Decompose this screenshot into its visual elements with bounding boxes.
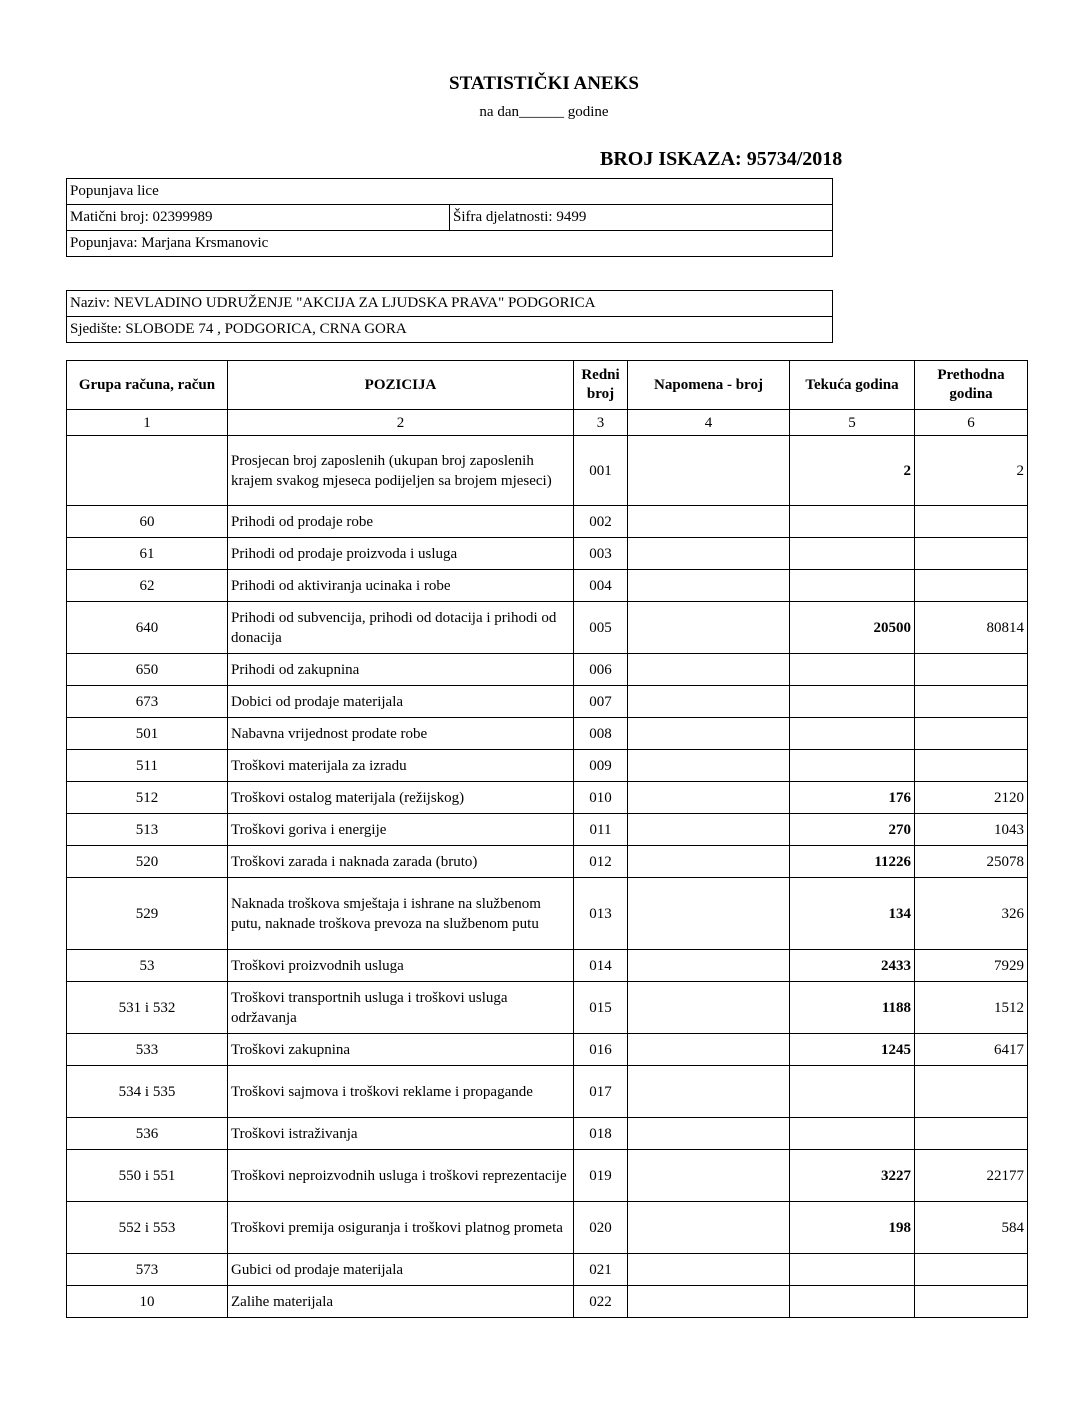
position-cell: Troškovi sajmova i troškovi reklame i propagande bbox=[228, 1066, 574, 1118]
header-position: POZICIJA bbox=[228, 361, 574, 410]
table-row bbox=[67, 1118, 1028, 1150]
header-account-group: Grupa računa, račun bbox=[67, 361, 228, 410]
ordinal-cell: 021 bbox=[574, 1254, 628, 1286]
position-cell: Prihodi od aktiviranja ucinaka i robe bbox=[228, 570, 574, 602]
ordinal-cell: 019 bbox=[574, 1150, 628, 1202]
note-cell bbox=[628, 1066, 790, 1118]
current-year-cell bbox=[790, 570, 915, 602]
previous-year-cell: 326 bbox=[915, 878, 1028, 950]
previous-year-cell bbox=[915, 1286, 1028, 1318]
account-cell: 534 i 535 bbox=[67, 1066, 228, 1118]
column-number: 2 bbox=[228, 410, 574, 436]
account-cell: 513 bbox=[67, 814, 228, 846]
table-row bbox=[67, 950, 1028, 982]
current-year-cell bbox=[790, 538, 915, 570]
current-year-cell bbox=[790, 686, 915, 718]
fill-entity-label: Popunjava lice bbox=[67, 179, 833, 205]
ordinal-cell: 004 bbox=[574, 570, 628, 602]
current-year-cell bbox=[790, 1066, 915, 1118]
table-row bbox=[67, 782, 1028, 814]
table-row bbox=[67, 814, 1028, 846]
table-row bbox=[67, 1202, 1028, 1254]
previous-year-cell: 80814 bbox=[915, 602, 1028, 654]
position-cell: Troškovi transportnih usluga i troškovi usluga održavanja bbox=[228, 982, 574, 1034]
ordinal-cell: 012 bbox=[574, 846, 628, 878]
previous-year-cell bbox=[915, 1118, 1028, 1150]
header-previous-year: Prethodna godina bbox=[915, 361, 1028, 410]
column-number-row bbox=[67, 410, 1028, 436]
account-cell: 512 bbox=[67, 782, 228, 814]
current-year-cell: 20500 bbox=[790, 602, 915, 654]
account-cell: 511 bbox=[67, 750, 228, 782]
ordinal-cell: 005 bbox=[574, 602, 628, 654]
table-row bbox=[67, 570, 1028, 602]
position-cell: Troškovi zarada i naknada zarada (bruto) bbox=[228, 846, 574, 878]
position-cell: Troškovi goriva i energije bbox=[228, 814, 574, 846]
account-cell: 531 i 532 bbox=[67, 982, 228, 1034]
previous-year-cell bbox=[915, 686, 1028, 718]
header-ordinal: Redni broj bbox=[574, 361, 628, 410]
table-row bbox=[67, 718, 1028, 750]
table-row bbox=[67, 602, 1028, 654]
previous-year-cell bbox=[915, 750, 1028, 782]
previous-year-cell bbox=[915, 654, 1028, 686]
table-row bbox=[67, 1066, 1028, 1118]
account-cell: 673 bbox=[67, 686, 228, 718]
position-cell: Zalihe materijala bbox=[228, 1286, 574, 1318]
document-date-line: na dan______ godine bbox=[479, 104, 609, 120]
note-cell bbox=[628, 982, 790, 1034]
note-cell bbox=[628, 782, 790, 814]
account-cell: 501 bbox=[67, 718, 228, 750]
previous-year-cell: 1043 bbox=[915, 814, 1028, 846]
registration-number: Matični broj: 02399989 bbox=[67, 205, 450, 231]
note-cell bbox=[628, 1034, 790, 1066]
note-cell bbox=[628, 718, 790, 750]
column-number: 5 bbox=[790, 410, 915, 436]
ordinal-cell: 013 bbox=[574, 878, 628, 950]
account-cell: 550 i 551 bbox=[67, 1150, 228, 1202]
table-row bbox=[67, 1034, 1028, 1066]
ordinal-cell: 006 bbox=[574, 654, 628, 686]
filler-info-table bbox=[66, 178, 833, 257]
position-cell: Troškovi neproizvodnih usluga i troškovi reprezentacije bbox=[228, 1150, 574, 1202]
position-cell: Prihodi od prodaje proizvoda i usluga bbox=[228, 538, 574, 570]
position-cell: Nabavna vrijednost prodate robe bbox=[228, 718, 574, 750]
position-cell: Troškovi proizvodnih usluga bbox=[228, 950, 574, 982]
table-row bbox=[67, 1254, 1028, 1286]
account-cell: 533 bbox=[67, 1034, 228, 1066]
current-year-cell: 1245 bbox=[790, 1034, 915, 1066]
current-year-cell: 198 bbox=[790, 1202, 915, 1254]
ordinal-cell: 001 bbox=[574, 436, 628, 506]
previous-year-cell bbox=[915, 538, 1028, 570]
note-cell bbox=[628, 538, 790, 570]
ordinal-cell: 014 bbox=[574, 950, 628, 982]
note-cell bbox=[628, 1254, 790, 1286]
position-cell: Prihodi od zakupnina bbox=[228, 654, 574, 686]
note-cell bbox=[628, 750, 790, 782]
table-row bbox=[67, 654, 1028, 686]
ordinal-cell: 015 bbox=[574, 982, 628, 1034]
previous-year-cell: 25078 bbox=[915, 846, 1028, 878]
account-cell: 573 bbox=[67, 1254, 228, 1286]
position-cell: Prosjecan broj zaposlenih (ukupan broj zaposlenih krajem svakog mjeseca podijeljen sa brojem mjeseci) bbox=[228, 436, 574, 506]
current-year-cell bbox=[790, 718, 915, 750]
previous-year-cell: 584 bbox=[915, 1202, 1028, 1254]
account-cell: 650 bbox=[67, 654, 228, 686]
current-year-cell bbox=[790, 506, 915, 538]
previous-year-cell bbox=[915, 570, 1028, 602]
current-year-cell: 3227 bbox=[790, 1150, 915, 1202]
organization-name: Naziv: NEVLADINO UDRUŽENJE "AKCIJA ZA LJUDSKA PRAVA" PODGORICA bbox=[67, 291, 833, 317]
note-cell bbox=[628, 846, 790, 878]
table-row bbox=[67, 846, 1028, 878]
note-cell bbox=[628, 950, 790, 982]
current-year-cell: 2433 bbox=[790, 950, 915, 982]
ordinal-cell: 011 bbox=[574, 814, 628, 846]
table-row bbox=[67, 878, 1028, 950]
note-cell bbox=[628, 814, 790, 846]
ordinal-cell: 003 bbox=[574, 538, 628, 570]
account-cell: 61 bbox=[67, 538, 228, 570]
filled-by: Popunjava: Marjana Krsmanovic bbox=[67, 231, 833, 257]
current-year-cell: 134 bbox=[790, 878, 915, 950]
note-cell bbox=[628, 570, 790, 602]
header-note: Napomena - broj bbox=[628, 361, 790, 410]
ordinal-cell: 008 bbox=[574, 718, 628, 750]
note-cell bbox=[628, 1286, 790, 1318]
position-cell: Troškovi materijala za izradu bbox=[228, 750, 574, 782]
current-year-cell bbox=[790, 1286, 915, 1318]
current-year-cell: 1188 bbox=[790, 982, 915, 1034]
previous-year-cell bbox=[915, 1066, 1028, 1118]
current-year-cell: 11226 bbox=[790, 846, 915, 878]
table-row bbox=[67, 750, 1028, 782]
current-year-cell: 2 bbox=[790, 436, 915, 506]
position-cell: Troškovi premija osiguranja i troškovi platnog prometa bbox=[228, 1202, 574, 1254]
note-cell bbox=[628, 436, 790, 506]
report-number: BROJ ISKAZA: 95734/2018 bbox=[600, 148, 843, 170]
table-row bbox=[67, 1150, 1028, 1202]
table-row bbox=[67, 506, 1028, 538]
previous-year-cell: 6417 bbox=[915, 1034, 1028, 1066]
previous-year-cell bbox=[915, 1254, 1028, 1286]
account-cell: 520 bbox=[67, 846, 228, 878]
account-cell: 53 bbox=[67, 950, 228, 982]
position-cell: Gubici od prodaje materijala bbox=[228, 1254, 574, 1286]
position-cell: Prihodi od subvencija, prihodi od dotacija i prihodi od donacija bbox=[228, 602, 574, 654]
account-cell: 60 bbox=[67, 506, 228, 538]
account-cell: 640 bbox=[67, 602, 228, 654]
note-cell bbox=[628, 1150, 790, 1202]
note-cell bbox=[628, 1202, 790, 1254]
position-cell: Dobici od prodaje materijala bbox=[228, 686, 574, 718]
current-year-cell bbox=[790, 1118, 915, 1150]
column-number: 1 bbox=[67, 410, 228, 436]
column-number: 4 bbox=[628, 410, 790, 436]
previous-year-cell bbox=[915, 718, 1028, 750]
table-row bbox=[67, 538, 1028, 570]
ordinal-cell: 022 bbox=[574, 1286, 628, 1318]
note-cell bbox=[628, 506, 790, 538]
note-cell bbox=[628, 654, 790, 686]
previous-year-cell: 2120 bbox=[915, 782, 1028, 814]
table-row bbox=[67, 1286, 1028, 1318]
previous-year-cell bbox=[915, 506, 1028, 538]
account-cell: 529 bbox=[67, 878, 228, 950]
ordinal-cell: 020 bbox=[574, 1202, 628, 1254]
column-number: 3 bbox=[574, 410, 628, 436]
account-cell: 552 i 553 bbox=[67, 1202, 228, 1254]
position-cell: Troškovi ostalog materijala (režijskog) bbox=[228, 782, 574, 814]
table-row bbox=[67, 686, 1028, 718]
ordinal-cell: 007 bbox=[574, 686, 628, 718]
previous-year-cell: 7929 bbox=[915, 950, 1028, 982]
ordinal-cell: 010 bbox=[574, 782, 628, 814]
current-year-cell: 176 bbox=[790, 782, 915, 814]
account-cell: 536 bbox=[67, 1118, 228, 1150]
position-cell: Naknada troškova smještaja i ishrane na službenom putu, naknade troškova prevoza na službenom putu bbox=[228, 878, 574, 950]
position-cell: Troškovi zakupnina bbox=[228, 1034, 574, 1066]
column-number: 6 bbox=[915, 410, 1028, 436]
previous-year-cell: 2 bbox=[915, 436, 1028, 506]
current-year-cell: 270 bbox=[790, 814, 915, 846]
account-cell: 10 bbox=[67, 1286, 228, 1318]
previous-year-cell: 22177 bbox=[915, 1150, 1028, 1202]
note-cell bbox=[628, 878, 790, 950]
activity-code: Šifra djelatnosti: 9499 bbox=[450, 205, 833, 231]
ordinal-cell: 009 bbox=[574, 750, 628, 782]
document-title: STATISTIČKI ANEKS bbox=[449, 73, 639, 94]
ordinal-cell: 016 bbox=[574, 1034, 628, 1066]
account-cell: 62 bbox=[67, 570, 228, 602]
current-year-cell bbox=[790, 1254, 915, 1286]
statistics-table bbox=[66, 360, 1028, 1318]
previous-year-cell: 1512 bbox=[915, 982, 1028, 1034]
organization-seat: Sjedište: SLOBODE 74 , PODGORICA, CRNA GORA bbox=[67, 317, 833, 343]
header-current-year: Tekuća godina bbox=[790, 361, 915, 410]
position-cell: Troškovi istraživanja bbox=[228, 1118, 574, 1150]
note-cell bbox=[628, 1118, 790, 1150]
ordinal-cell: 017 bbox=[574, 1066, 628, 1118]
organization-info-table bbox=[66, 290, 833, 343]
ordinal-cell: 018 bbox=[574, 1118, 628, 1150]
note-cell bbox=[628, 686, 790, 718]
account-cell bbox=[67, 436, 228, 506]
ordinal-cell: 002 bbox=[574, 506, 628, 538]
note-cell bbox=[628, 602, 790, 654]
current-year-cell bbox=[790, 654, 915, 686]
table-row bbox=[67, 982, 1028, 1034]
position-cell: Prihodi od prodaje robe bbox=[228, 506, 574, 538]
current-year-cell bbox=[790, 750, 915, 782]
table-row bbox=[67, 436, 1028, 506]
